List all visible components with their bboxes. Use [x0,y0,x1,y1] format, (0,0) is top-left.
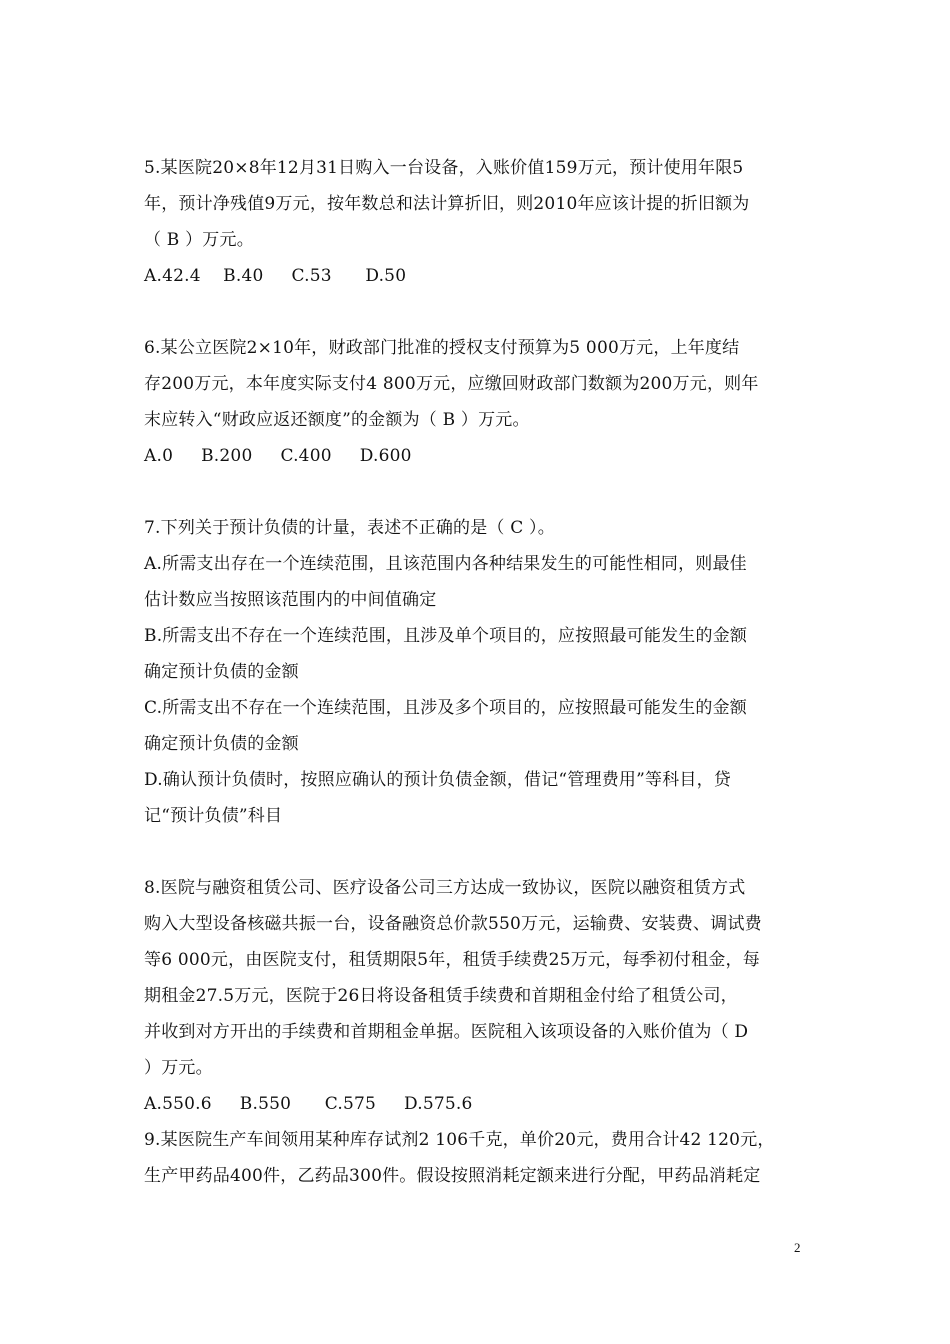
question-line: 期租金27.5万元，医院于26日将设备租赁手续费和首期租金付给了租赁公司， [144,986,738,1006]
page-number: 2 [794,1240,801,1255]
question-line: C.所需支出不存在一个连续范围，且涉及多个项目的，应按照最可能发生的金额 [144,698,748,718]
question-line: D.确认预计负债时，按照应确认的预计负债金额，借记“管理费用”等科目，贷 [144,770,732,790]
question-line: 等6 000元，由医院支付，租赁期限5年，租赁手续费25万元，每季初付租金，每 [144,950,760,970]
question-line: B.所需支出不存在一个连续范围，且涉及单个项目的，应按照最可能发生的金额 [144,626,748,646]
question-6 [144,330,812,474]
body-text [144,150,812,1194]
answer-options: A.42.4 B.40 C.53 D.50 [144,266,407,286]
question-line: 9.某医院生产车间领用某种库存试剂2 106千克，单价20元，费用合计42 120元， [144,1130,775,1150]
question-line: 生产甲药品400件，乙药品300件。假设按照消耗定额来进行分配，甲药品消耗定 [144,1166,761,1186]
question-line: 6.某公立医院2×10年，财政部门批准的授权支付预算为5 000万元，上年度结 [144,338,740,358]
question-9 [144,1122,812,1194]
question-7 [144,510,812,834]
question-line: A.所需支出存在一个连续范围，且该范围内各种结果发生的可能性相同，则最佳 [144,554,747,574]
answer-options: A.550.6 B.550 C.575 D.575.6 [144,1094,473,1114]
question-line: 7.下列关于预计负债的计量，表述不正确的是（ C ）。 [144,518,555,538]
question-5 [144,150,812,294]
question-line: （ B ）万元。 [144,230,254,250]
question-line: 确定预计负债的金额 [144,662,299,682]
question-8 [144,870,812,1122]
question-line: 8.医院与融资租赁公司、医疗设备公司三方达成一致协议，医院以融资租赁方式 [144,878,746,898]
question-line: 确定预计负债的金额 [144,734,299,754]
question-line: ）万元。 [144,1058,213,1078]
question-line: 估计数应当按照该范围内的中间值确定 [144,590,437,610]
question-line: 末应转入“财政应返还额度”的金额为（ B ）万元。 [144,410,530,430]
question-line: 记“预计负债”科目 [144,806,283,826]
question-line: 购入大型设备核磁共振一台，设备融资总价款550万元，运输费、安装费、调试费 [144,914,762,934]
question-line: 并收到对方开出的手续费和首期租金单据。医院租入该项设备的入账价值为（ D [144,1022,749,1042]
answer-options: A.0 B.200 C.400 D.600 [144,446,412,466]
question-line: 5.某医院20×8年12月31日购入一台设备，入账价值159万元，预计使用年限5 [144,158,744,178]
question-line: 存200万元，本年度实际支付4 800万元，应缴回财政部门数额为200万元，则年 [144,374,759,394]
question-line: 年，预计净残值9万元，按年数总和法计算折旧，则2010年应该计提的折旧额为 [144,194,750,214]
